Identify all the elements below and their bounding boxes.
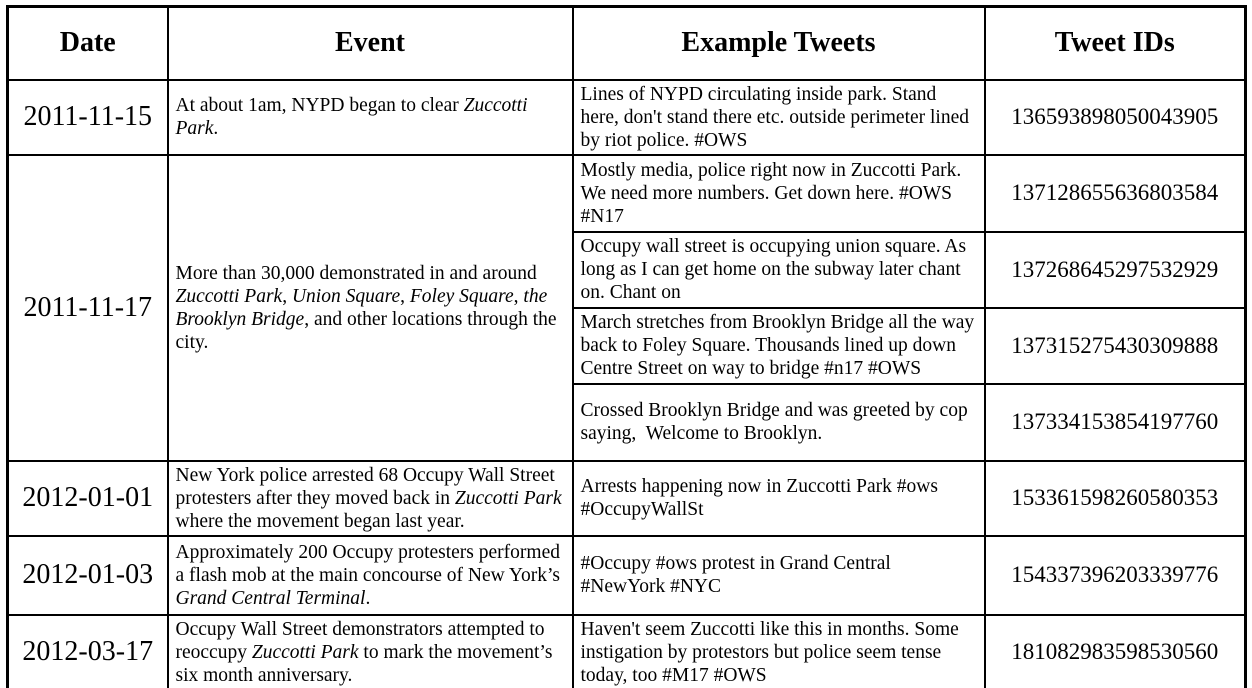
- event-text-italic: the Brooklyn Bridge: [175, 285, 548, 330]
- event-cell: [168, 536, 573, 615]
- tweet-id-cell: 181082983598530560: [985, 615, 1246, 688]
- tweet-text: Haven't seem Zuccotti like this in months. Some instigation by protestors but police seem tense today, too #M17 #OWS: [580, 618, 964, 686]
- event-text-italic: Grand Central Terminal: [175, 587, 366, 609]
- event-text-italic: Zuccotti Park: [251, 641, 359, 663]
- tweet-id-cell: 153361598260580353: [985, 461, 1246, 536]
- tweet-id-cell: 137315275430309888: [985, 308, 1246, 384]
- table-row: [8, 461, 1246, 536]
- tweet-id-cell: 137334153854197760: [985, 384, 1246, 461]
- event-text: to mark the movement’s six month anniversary.: [175, 641, 553, 686]
- table-row: [8, 615, 1246, 688]
- tweet-cell: [573, 461, 985, 536]
- tweet-cell: [573, 384, 985, 461]
- tweet-id-cell: 154337396203339776: [985, 536, 1246, 615]
- table-row: [8, 80, 1246, 155]
- event-cell: [168, 615, 573, 688]
- tweet-cell: [573, 615, 985, 688]
- event-text: ,: [400, 285, 410, 307]
- table-row: [8, 536, 1246, 615]
- tweet-id-cell: 136593898050043905: [985, 80, 1246, 155]
- tweet-id-cell: 137128655636803584: [985, 155, 1246, 232]
- col-header-tweet-ids: Tweet IDs: [985, 7, 1246, 80]
- col-header-date: Date: [8, 7, 168, 80]
- event-text: At about 1am, NYPD began to clear: [175, 95, 464, 116]
- date-cell: 2012-03-17: [8, 615, 168, 688]
- event-text: More than 30,000 demonstrated in and around: [175, 262, 537, 284]
- tweet-cell: [573, 536, 985, 615]
- event-text: Approximately 200 Occupy protesters performed a flash mob at the main concourse of New York’s: [175, 541, 561, 586]
- event-text-italic: Zuccotti Park: [175, 285, 283, 307]
- table-row: [8, 155, 1246, 232]
- event-text: ,: [282, 285, 292, 307]
- tweet-text: Mostly media, police right now in Zuccotti Park. We need more numbers. Get down here. #OWS #N17: [580, 159, 966, 227]
- event-cell: [168, 155, 573, 461]
- date-cell: 2012-01-03: [8, 536, 168, 615]
- events-tweets-table: [6, 5, 1247, 688]
- tweet-cell: [573, 232, 985, 308]
- col-header-event: Event: [168, 7, 573, 80]
- date-cell: 2011-11-17: [8, 155, 168, 461]
- tweet-text: #Occupy #ows protest in Grand Central #NewYork #NYC: [580, 553, 896, 597]
- tweet-text: Occupy wall street is occupying union square. As long as I can get home on the subway later chant on. Chant on: [580, 236, 971, 303]
- event-text-italic: Union Square: [291, 285, 401, 307]
- col-header-example-tweets: Example Tweets: [573, 7, 985, 80]
- event-text-italic: Zuccotti Park: [175, 95, 528, 139]
- tweet-cell: [573, 308, 985, 384]
- event-text-italic: Zuccotti Park: [454, 487, 562, 509]
- event-text-italic: Foley Square: [409, 285, 514, 307]
- event-text: .: [365, 587, 371, 609]
- event-text: New York police arrested 68 Occupy Wall Street protesters after they moved back in: [175, 464, 555, 509]
- tweet-text: March stretches from Brooklyn Bridge all the way back to Foley Square. Thousands lined up down Centre Street on way to bridge #n17 #OWS: [580, 312, 980, 379]
- tweet-cell: [573, 80, 985, 155]
- event-text: Occupy Wall Street demonstrators attempted to reoccupy: [175, 618, 545, 663]
- event-text: , and other locations through the city.: [175, 308, 557, 353]
- event-cell: [168, 461, 573, 536]
- tweet-text: Crossed Brooklyn Bridge and was greeted by cop saying, Welcome to Brooklyn.: [580, 400, 973, 444]
- date-cell: 2011-11-15: [8, 80, 168, 155]
- event-text: where the movement began last year.: [175, 510, 465, 532]
- tweet-text: Lines of NYPD circulating inside park. Stand here, don't stand there etc. outside perimeter lined by riot police. #OWS: [580, 83, 974, 151]
- event-cell: [168, 80, 573, 155]
- tweet-cell: [573, 155, 985, 232]
- tweet-id-cell: 137268645297532929: [985, 232, 1246, 308]
- event-text: ,: [513, 285, 524, 307]
- date-cell: 2012-01-01: [8, 461, 168, 536]
- header-row: [8, 7, 1246, 80]
- tweet-text: Arrests happening now in Zuccotti Park #ows #OccupyWallSt: [580, 476, 943, 520]
- event-text: .: [213, 118, 219, 139]
